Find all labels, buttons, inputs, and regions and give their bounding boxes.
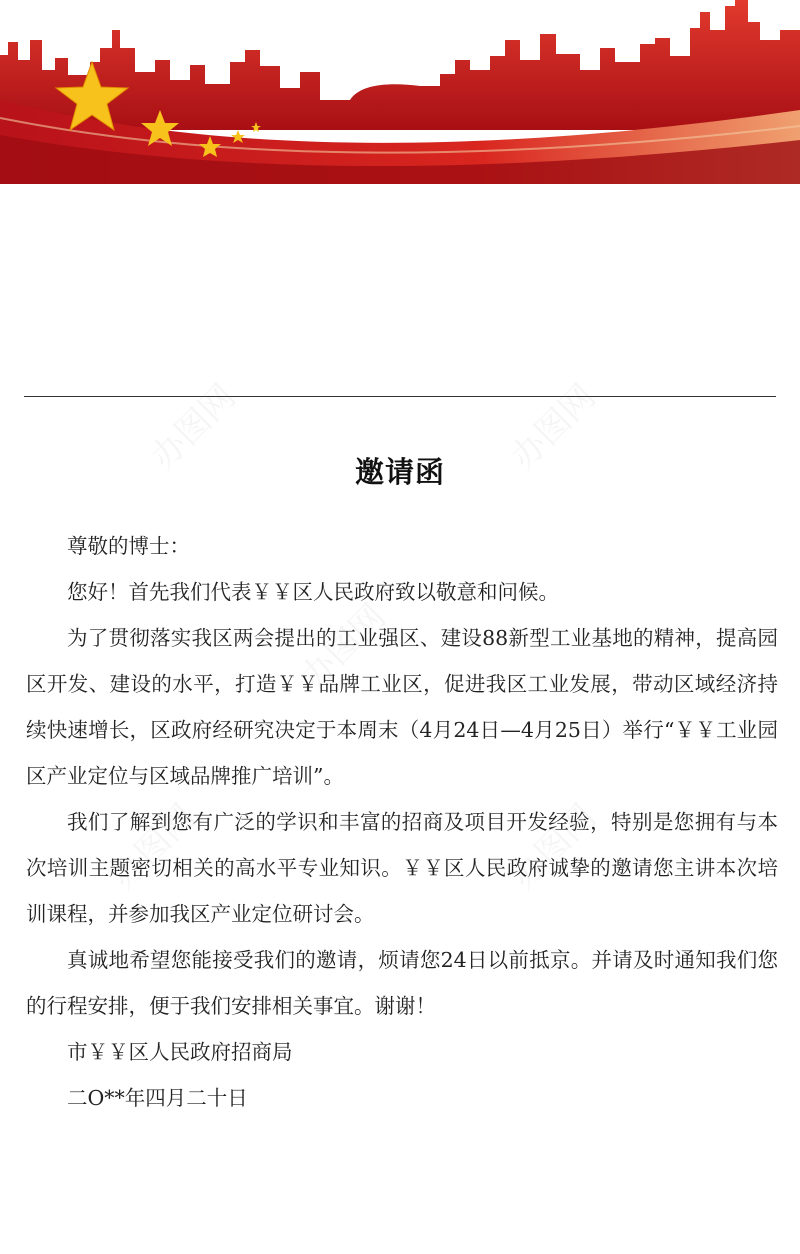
- letter-body: [26, 523, 778, 1121]
- signature: 市￥￥区人民政府招商局: [67, 1040, 293, 1064]
- paragraph: 真诚地希望您能接受我们的邀请，烦请您24日以前抵京。并请及时通知我们您的行程安排，便于我们安排相关事宜。谢谢！: [26, 948, 778, 1018]
- watermark: 办图网: [503, 796, 604, 898]
- city-skyline-banner: [0, 0, 800, 184]
- header-banner: [0, 0, 800, 184]
- watermark: 办图网: [103, 796, 204, 898]
- watermark: 办图网: [503, 376, 604, 478]
- paragraph: 我们了解到您有广泛的学识和丰富的招商及项目开发经验，特别是您拥有与本次培训主题密切相关的高水平专业知识。￥￥区人民政府诚挚的邀请您主讲本次培训课程，并参加我区产业定位研讨会。: [26, 810, 778, 926]
- watermark: 办图网: [293, 596, 394, 698]
- paragraph: 您好！首先我们代表￥￥区人民政府致以敬意和问候。: [67, 580, 559, 604]
- page-title: 邀请函: [354, 455, 445, 489]
- watermark: 办图网: [143, 376, 244, 478]
- paragraph: 为了贯彻落实我区两会提出的工业强区、建设88新型工业基地的精神，提高园区开发、建设的水平，打造￥￥品牌工业区，促进我区工业发展，带动区域经济持续快速增长，区政府经研究决定于本周末（4月24日—4月25日）举行“￥￥工业园区产业定位与区域品牌推广培训”。: [26, 626, 778, 788]
- salutation: 尊敬的博士：: [67, 534, 190, 558]
- date: 二O**年四月二十日: [67, 1086, 248, 1110]
- divider-line: [24, 396, 776, 397]
